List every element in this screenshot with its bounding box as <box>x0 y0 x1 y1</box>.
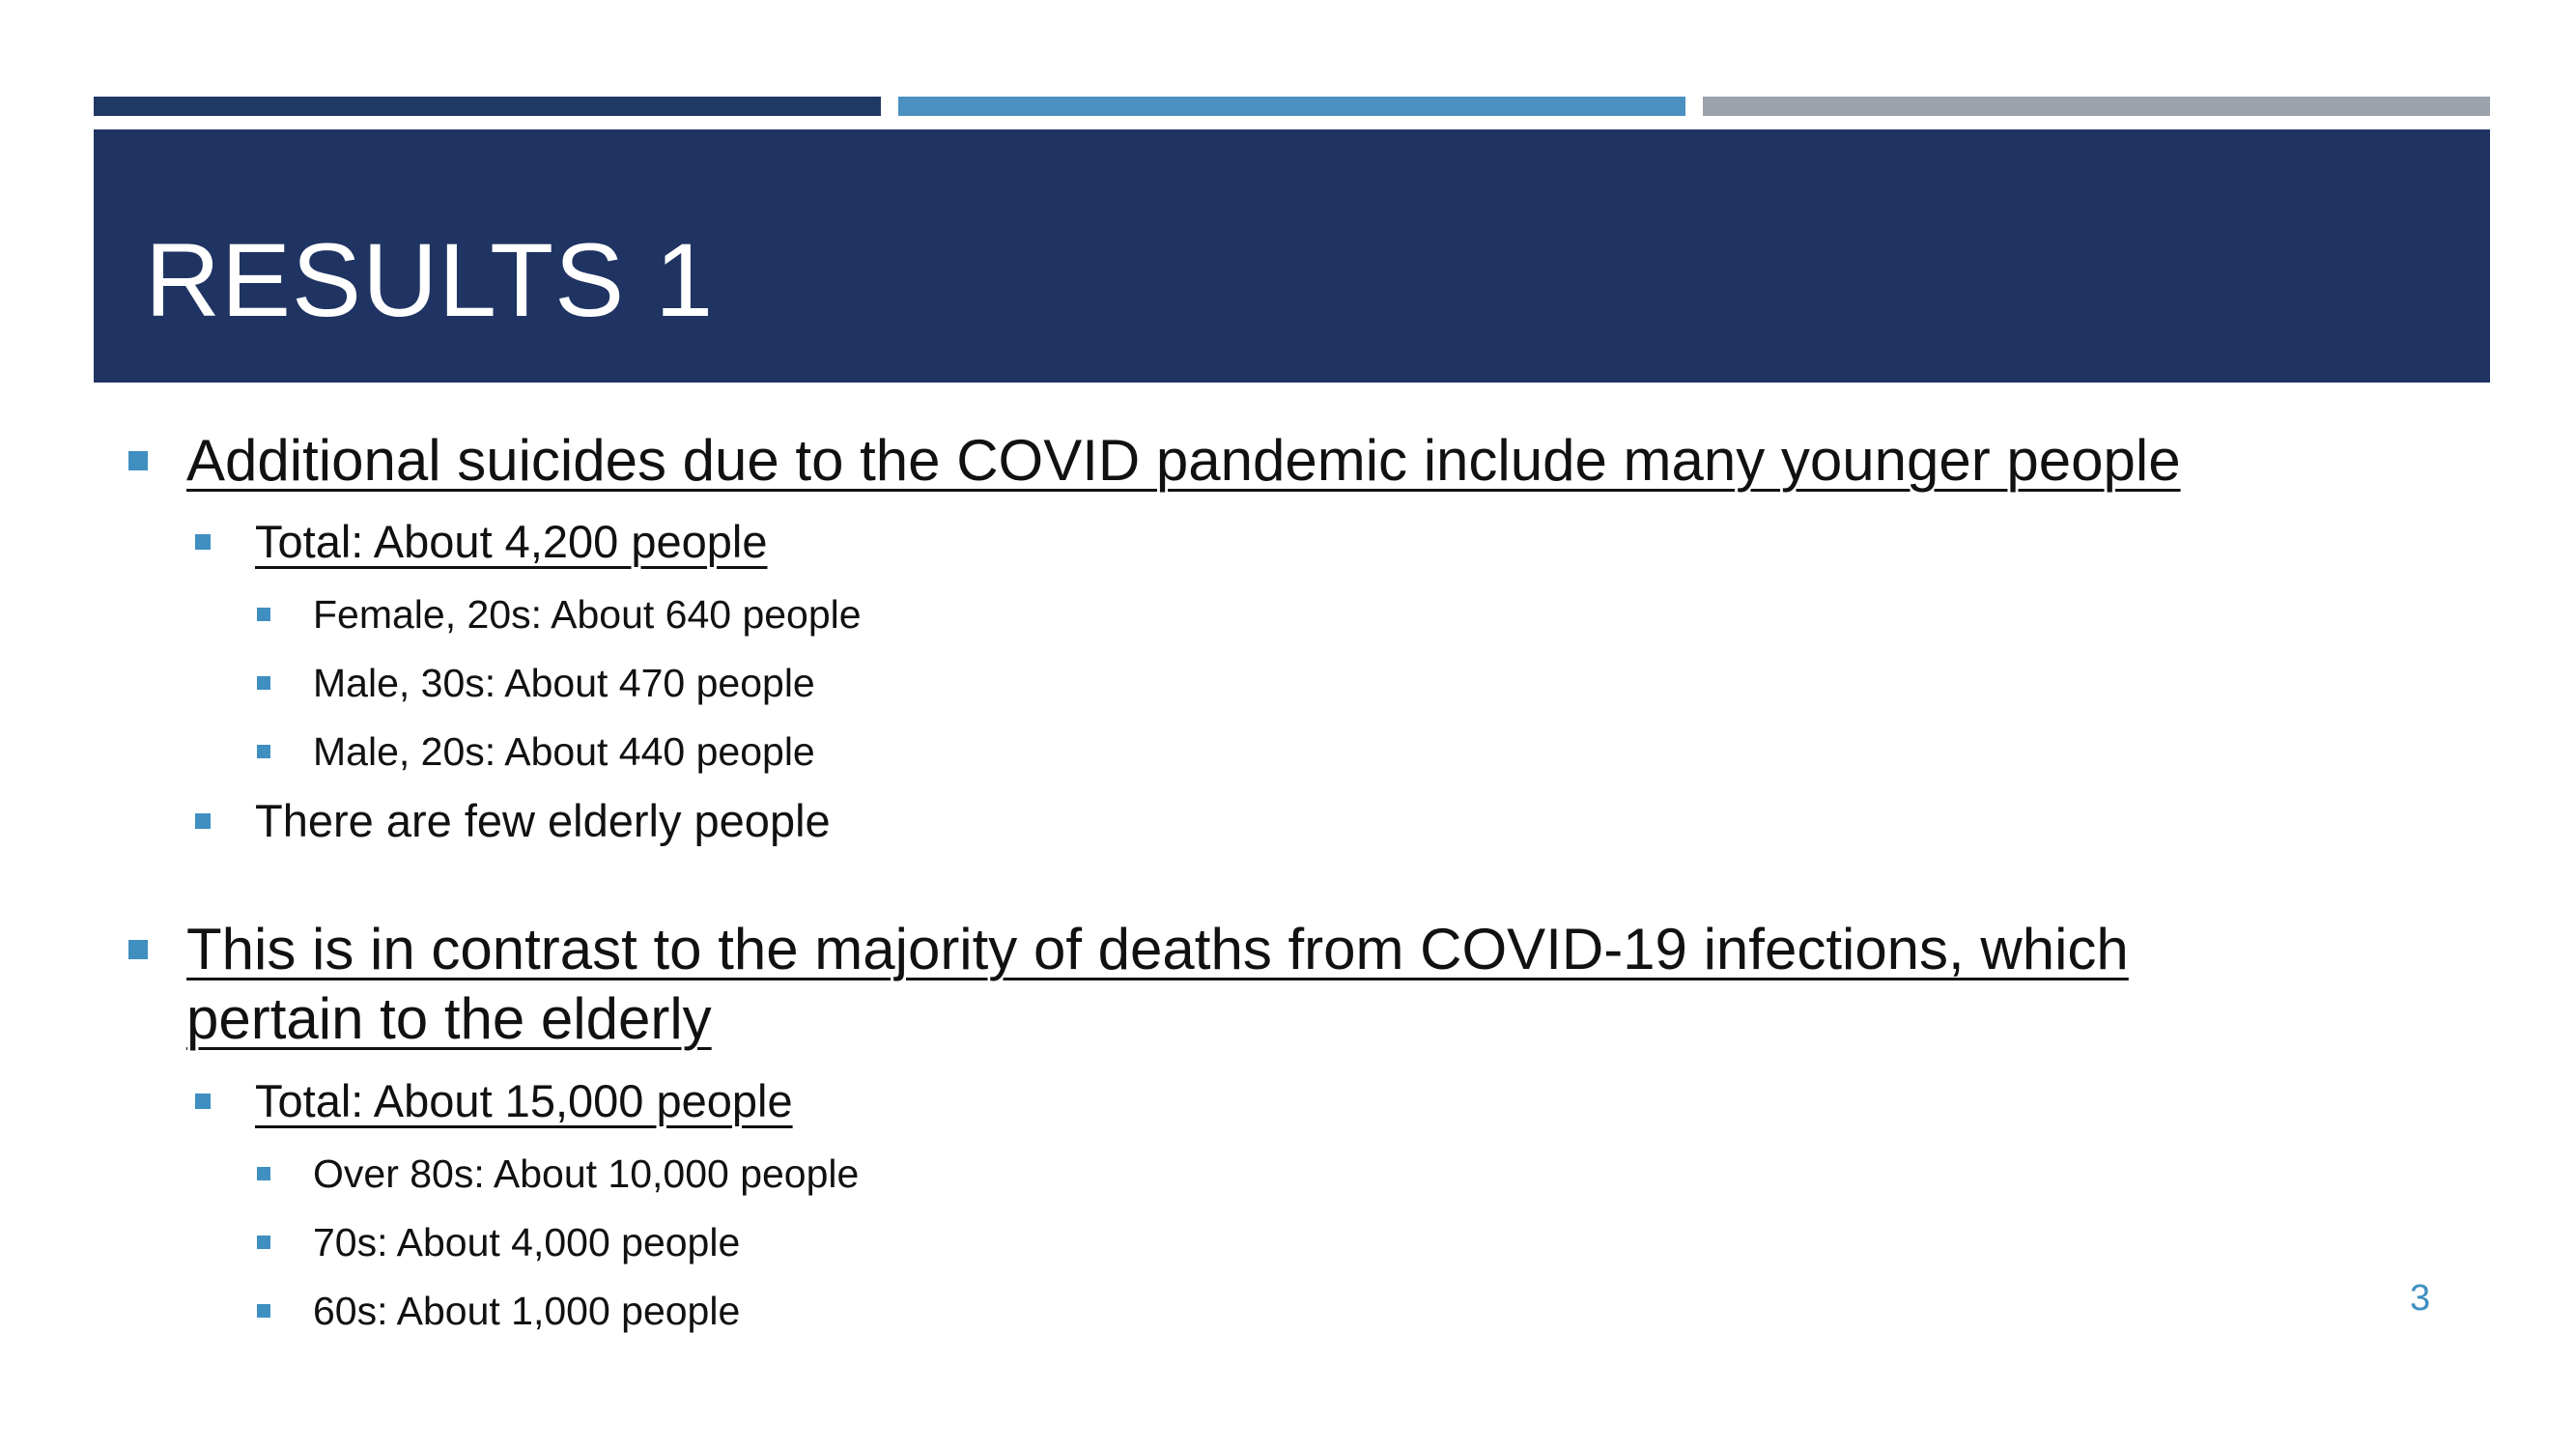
square-bullet-icon <box>257 608 270 621</box>
section2-heading-line2: pertain to the elderly <box>186 986 712 1051</box>
section2-total: Total: About 15,000 people <box>255 1075 793 1126</box>
square-bullet-icon <box>257 1236 270 1249</box>
square-bullet-icon <box>195 534 211 550</box>
accent-bar-dark <box>94 97 881 116</box>
square-bullet-icon <box>257 676 270 690</box>
section2-detail: Over 80s: About 10,000 people <box>313 1151 860 1196</box>
square-bullet-icon <box>257 1167 270 1180</box>
accent-bar-blue <box>898 97 1685 116</box>
square-bullet-icon <box>128 451 148 470</box>
square-bullet-icon <box>128 940 148 959</box>
section1-detail: Female, 20s: About 640 people <box>313 592 862 637</box>
section2-detail: 60s: About 1,000 people <box>313 1289 741 1333</box>
slide-title: RESULTS 1 <box>145 221 715 338</box>
section2-detail: 70s: About 4,000 people <box>313 1220 741 1264</box>
section1-detail: Male, 20s: About 440 people <box>313 729 815 774</box>
section1-total: Total: About 4,200 people <box>255 516 768 567</box>
page-number: 3 <box>2410 1278 2431 1319</box>
square-bullet-icon <box>195 1094 211 1109</box>
accent-bar-gray <box>1703 97 2490 116</box>
section1-heading: Additional suicides due to the COVID pandemic include many younger people <box>186 428 2181 493</box>
square-bullet-icon <box>257 1304 270 1318</box>
square-bullet-icon <box>257 745 270 758</box>
square-bullet-icon <box>195 813 211 829</box>
section2-heading-line1: This is in contrast to the majority of deaths from COVID-19 infections, which <box>186 917 2129 981</box>
section1-note: There are few elderly people <box>255 795 831 846</box>
section1-detail: Male, 30s: About 470 people <box>313 661 815 705</box>
